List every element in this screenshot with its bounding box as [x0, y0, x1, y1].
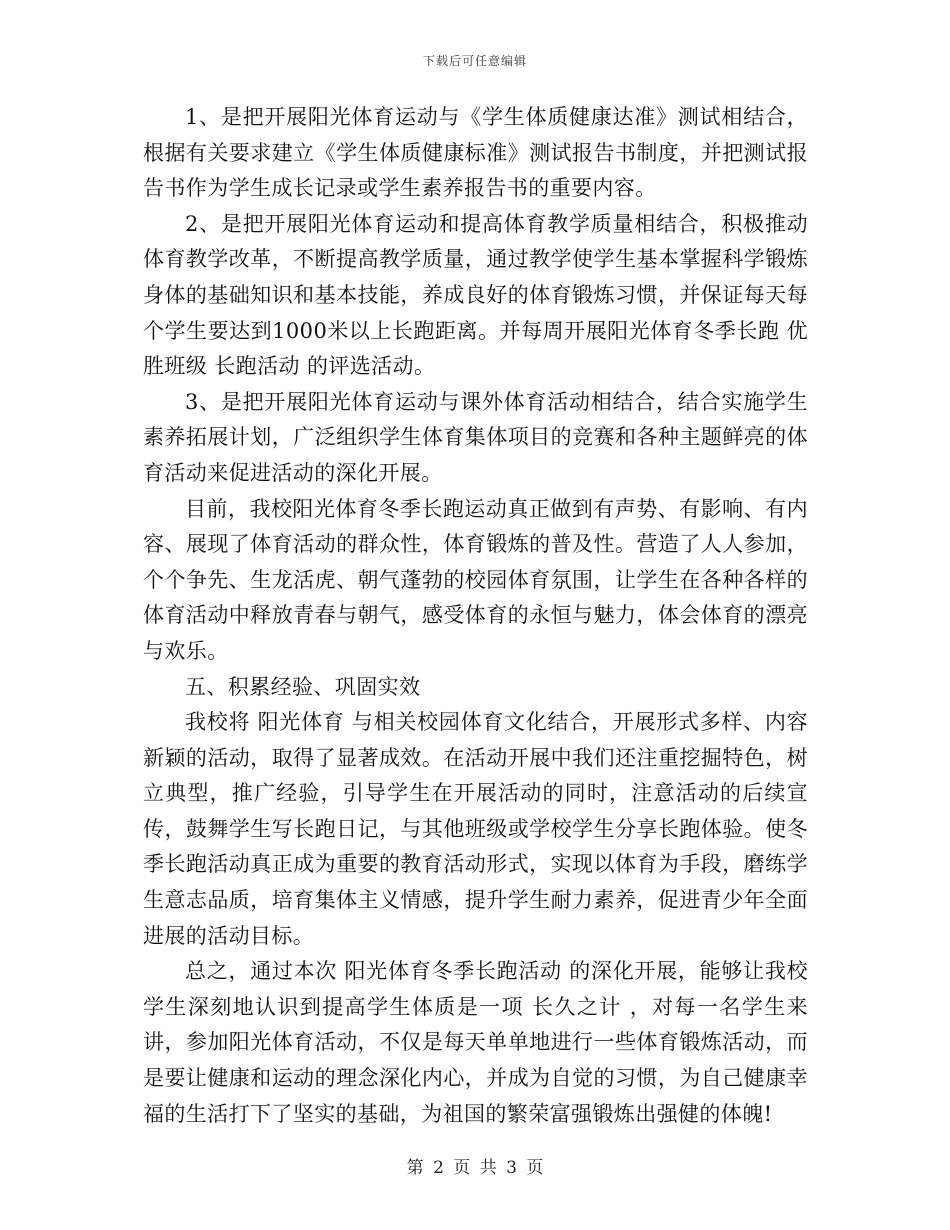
page-total: 3 [506, 1158, 517, 1178]
paragraph-current-status: 目前，我校阳光体育冬季长跑运动真正做到有声势、有影响、有内容、展现了体育活动的群众性，体育锻炼的普及性。营造了人人参加，个个争先、生龙活虎、朝气蓬勃的校园体育氛围，让学生在各种各样的体育活动中释放青春与朝气，感受体育的永恒与魅力，体会体育的漂亮与欢乐。 [143, 496, 808, 663]
paragraph-item-1: 1、是把开展阳光体育运动与《学生体质健康达准》测试相结合，根据有关要求建立《学生体质健康标准》测试报告书制度，并把测试报告书作为学生成长记录或学生素养报告书的重要内容。 [143, 105, 808, 201]
page-label-suffix: 页 [526, 1158, 544, 1178]
page-label-total: 共 [479, 1158, 497, 1178]
paragraph-item-2: 2、是把开展阳光体育运动和提高体育教学质量相结合，积极推动体育教学改革，不断提高教学质量，通过教学使学生基本掌握科学锻炼身体的基础知识和基本技能，养成良好的体育锻炼习惯，并保证每天每个学生要达到1000米以上长跑距离。并每周开展阳光体育冬季长跑 优胜班级 长跑活动 的评选活动。 [143, 211, 808, 379]
paragraph-item-3: 3、是把开展阳光体育运动与课外体育活动相结合，结合实施学生素养拓展计划，广泛组织学生体育集体项目的竞赛和各种主题鲜亮的体育活动来促进活动的深化开展。 [143, 389, 808, 485]
section-heading-5: 五、积累经验、巩固实效 [185, 674, 421, 699]
header-note: 下载后可任意编辑 [422, 54, 527, 68]
page-label-page: 页 [453, 1158, 471, 1178]
document-body [143, 100, 808, 1132]
paragraph-experience: 我校将 阳光体育 与相关校园体育文化结合，开展形式多样、内容新颖的活动，取得了显著成效。在活动开展中我们还注重挖掘特色，树立典型，推广经验，引导学生在开展活动的同时，注意活动的后续宣传，鼓舞学生写长跑日记，与其他班级或学校学生分享长跑体验。使冬季长跑活动真正成为重要的教育活动形式，实现以体育为手段，磨练学生意志品质，培育集体主义情感，提升学生耐力素养，促进青少年全面进展的活动目标。 [143, 710, 808, 948]
page-current: 2 [433, 1158, 444, 1178]
page-label-prefix: 第 [406, 1158, 424, 1178]
paragraph-conclusion: 总之，通过本次 阳光体育冬季长跑活动 的深化开展，能够让我校学生深刻地认识到提高学生体质是一项 长久之计 ，对每一名学生来讲，参加阳光体育活动，不仅是每天单单地进行一些体育锻炼活动，而是要让健康和运动的理念深化内心，并成为自觉的习惯，为自己健康幸福的生活打下了坚实的基础，为祖国的繁荣富强锻炼出强健的体魄! [143, 959, 808, 1126]
page-number [0, 1153, 950, 1178]
